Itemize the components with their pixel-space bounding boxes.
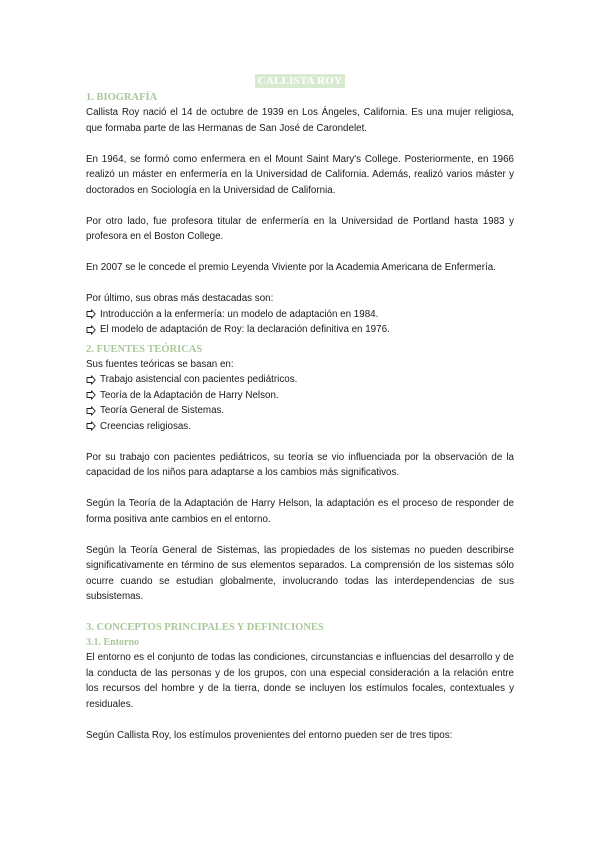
section-heading-conceptos: 3. CONCEPTOS PRINCIPALES Y DEFINICIONES bbox=[86, 622, 324, 633]
list-item-text: Teoría de la Adaptación de Harry Nelson. bbox=[100, 389, 279, 401]
document-title: CALLISTA ROY bbox=[255, 74, 345, 88]
paragraph: Según la Teoría General de Sistemas, las propiedades de los sistemas no pueden describirse significativamente en término de sus elementos separados. La comprensión de los sistemas sólo ocurre cuando se estudian globalmente, involucrando todas las interdependencias de sus subsistemas. bbox=[86, 544, 514, 602]
arrow-bullet-icon bbox=[86, 390, 96, 400]
list-item bbox=[86, 322, 514, 338]
bullet-list bbox=[86, 372, 514, 434]
paragraph: Sus fuentes teóricas se basan en: bbox=[86, 358, 234, 370]
list-item-text: Introducción a la enfermería: un modelo de adaptación en 1984. bbox=[100, 308, 379, 320]
paragraph: Por otro lado, fue profesora titular de enfermería en la Universidad de Portland hasta 1983 y profesora en el Boston College. bbox=[86, 215, 514, 242]
paragraph: Por su trabajo con pacientes pediátricos, su teoría se vio influenciada por la observación de la capacidad de los niños para adaptarse a los cambios más significativos. bbox=[86, 451, 514, 478]
subsection-heading-entorno: 3.1. Entorno bbox=[86, 637, 140, 648]
document-body bbox=[86, 90, 514, 743]
list-item bbox=[86, 388, 514, 404]
section-heading-biografia: 1. BIOGRAFÍA bbox=[86, 92, 158, 103]
bullet-list bbox=[86, 307, 514, 338]
paragraph: En 1964, se formó como enfermera en el Mount Saint Mary's College. Posteriormente, en 1966 realizó un máster en enfermería en la Universidad de California. Además, realizó varios máster y doctorados en Sociología en la Universidad de California. bbox=[86, 153, 514, 196]
arrow-bullet-icon bbox=[86, 406, 96, 416]
list-item bbox=[86, 307, 514, 323]
list-item bbox=[86, 419, 514, 435]
list-item bbox=[86, 403, 514, 419]
list-item-text: Teoría General de Sistemas. bbox=[100, 405, 225, 416]
paragraph: Por último, sus obras más destacadas son: bbox=[86, 293, 274, 304]
paragraph: Callista Roy nació el 14 de octubre de 1939 en Los Ángeles, California. Es una mujer religiosa, que formaba parte de las Hermanas de San José de Carondelet. bbox=[86, 107, 514, 134]
list-item-text: Trabajo asistencial con pacientes pediátricos. bbox=[100, 374, 298, 385]
paragraph: Según la Teoría de la Adaptación de Harry Helson, la adaptación es el proceso de responder de forma positiva ante cambios en el entorno. bbox=[86, 498, 514, 525]
list-item-text: Creencias religiosas. bbox=[100, 420, 191, 432]
paragraph: El entorno es el conjunto de todas las condiciones, circunstancias e influencias del desarrollo y de la conducta de las personas y de los grupos, con una especial consideración a la relación entre los recursos del hombre y de la tierra, donde se incluyen los estímulos focales, contextuales y residuales. bbox=[86, 652, 514, 710]
section-heading-fuentes-teoricas: 2. FUENTES TEÓRICAS bbox=[86, 343, 203, 355]
list-item bbox=[86, 372, 514, 388]
list-item-text: El modelo de adaptación de Roy: la declaración definitiva en 1976. bbox=[100, 324, 390, 335]
arrow-bullet-icon bbox=[86, 309, 96, 319]
arrow-bullet-icon bbox=[86, 421, 96, 431]
arrow-bullet-icon bbox=[86, 375, 96, 385]
paragraph: En 2007 se le concede el premio Leyenda Viviente por la Academia Americana de Enfermería. bbox=[86, 262, 496, 273]
paragraph: Según Callista Roy, los estímulos provenientes del entorno pueden ser de tres tipos: bbox=[86, 729, 453, 741]
arrow-bullet-icon bbox=[86, 325, 96, 335]
